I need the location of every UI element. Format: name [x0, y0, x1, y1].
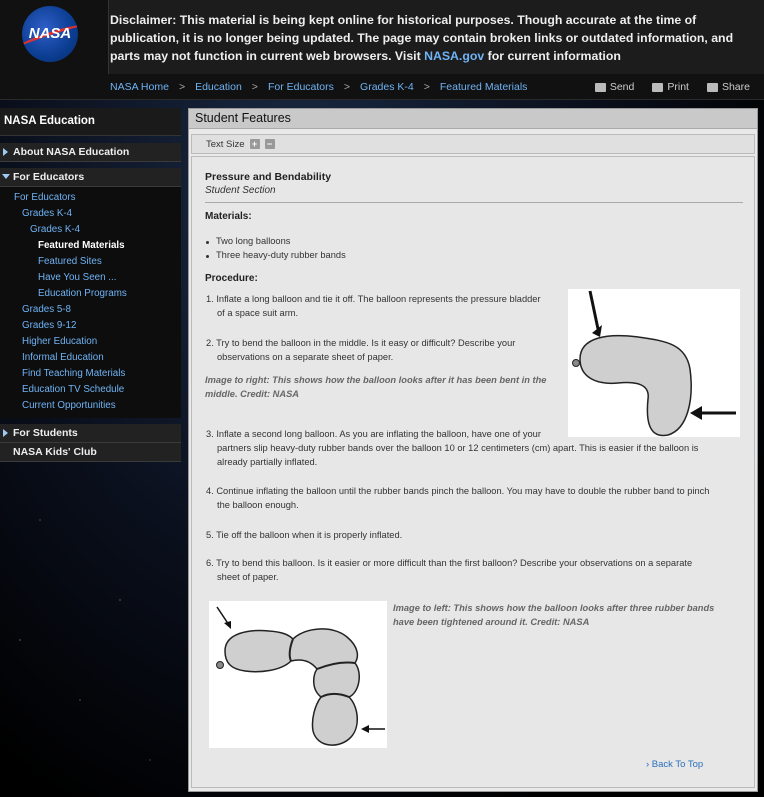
triangle-down-icon [2, 174, 10, 179]
breadcrumb [110, 81, 527, 93]
article-content [191, 156, 755, 788]
sidebar-item-current-opportunities[interactable]: Current Opportunities [22, 400, 116, 411]
step-3-line-2: partners slip heavy-duty rubber bands over the balloon 10 or 12 centimeters (cm) apart. This is easier if the balloon is [217, 443, 699, 453]
sidebar-item-for-educators[interactable]: For Educators [14, 192, 76, 203]
breadcrumb-separator: > [251, 81, 258, 93]
sidebar-item-education-programs[interactable]: Education Programs [38, 288, 127, 299]
sidebar-section-about[interactable] [0, 143, 181, 162]
top-header [0, 0, 764, 74]
sidebar-section-kids-club[interactable] [0, 443, 181, 462]
procedure-heading: Procedure: [205, 273, 258, 284]
caption-2-line-2: have been tightened around it. Credit: NASA [393, 617, 590, 627]
article-title: Pressure and Bendability [205, 171, 332, 183]
share-icon [707, 83, 718, 92]
step-3-line-1: 3. Inflate a second long balloon. As you are inflating the balloon, have one of your [206, 429, 541, 439]
step-2-line-1: 2. Try to bend the balloon in the middle. Is it easy or difficult? Describe your [206, 338, 516, 348]
sidebar-item-grades-k4[interactable]: Grades K-4 [22, 208, 73, 219]
step-4-line-2: the balloon enough. [217, 500, 299, 510]
sidebar-section-label: About NASA Education [13, 146, 130, 158]
sidebar-item-featured-sites[interactable]: Featured Sites [38, 256, 102, 267]
text-size-decrease-button[interactable]: − [265, 139, 275, 149]
sidebar [0, 108, 181, 462]
sidebar-item-grades-9-12[interactable]: Grades 9-12 [22, 320, 77, 331]
step-6-line-1: 6. Try to bend this balloon. Is it easier or more difficult than the first balloon? Describe your observations on a separate [206, 558, 693, 568]
materials-item: Two long balloons [216, 236, 291, 246]
text-size-bar [191, 134, 755, 154]
materials-item: Three heavy-duty rubber bands [216, 250, 346, 260]
sidebar-section-for-educators[interactable] [0, 168, 181, 187]
share-label: Share [721, 81, 750, 93]
materials-heading: Materials: [205, 211, 252, 222]
sidebar-section-label: For Students [13, 427, 78, 439]
step-6-line-2: sheet of paper. [217, 572, 279, 582]
sidebar-item-informal-education[interactable]: Informal Education [22, 352, 104, 363]
bent-balloon-image [568, 289, 740, 437]
sidebar-item-higher-education[interactable]: Higher Education [22, 336, 98, 347]
banded-balloon-image [209, 601, 387, 748]
send-icon [595, 83, 606, 92]
sidebar-item-featured-materials[interactable]: Featured Materials [38, 240, 125, 251]
breadcrumb-bar [0, 74, 764, 100]
triangle-right-icon [3, 148, 8, 156]
disclaimer [110, 11, 758, 65]
sidebar-list [0, 187, 181, 418]
step-3-line-3: already partially inflated. [217, 457, 318, 467]
print-button[interactable] [652, 81, 689, 93]
breadcrumb-separator: > [343, 81, 351, 93]
page-actions [595, 81, 750, 93]
nasa-logo[interactable] [22, 6, 78, 62]
breadcrumb-featured-materials[interactable]: Featured Materials [439, 81, 528, 93]
breadcrumb-for-educators[interactable]: For Educators [267, 81, 334, 93]
sidebar-item-have-you-seen[interactable]: Have You Seen ... [38, 272, 117, 283]
breadcrumb-education[interactable]: Education [195, 81, 242, 93]
divider [205, 202, 743, 203]
banded-balloon-drawing [209, 601, 387, 748]
logo-text: NASA [28, 25, 72, 42]
nasa-gov-link[interactable]: NASA.gov [424, 49, 485, 63]
sidebar-title[interactable]: NASA Education [0, 108, 181, 136]
disclaimer-text: Disclaimer: This material is being kept online for historical purposes. Though accurate at the time of publication, it is no longer being updated. The page may contain broken links or outdated information, and parts may not function in current web browsers. Visit [110, 13, 734, 63]
breadcrumb-grades-k4[interactable]: Grades K-4 [360, 81, 414, 93]
send-button[interactable] [595, 81, 635, 93]
step-2-line-2: observations on a separate sheet of paper. [217, 352, 394, 362]
article-subtitle: Student Section [205, 185, 276, 196]
print-label: Print [667, 81, 689, 93]
caption-1-line-2: middle. Credit: NASA [205, 389, 300, 399]
sidebar-item-grades-k4-sub[interactable]: Grades K-4 [30, 224, 81, 235]
send-label: Send [609, 81, 635, 93]
step-1-line-1: 1. Inflate a long balloon and tie it off. The balloon represents the pressure bladder [206, 294, 541, 304]
breadcrumb-nasa-home[interactable]: NASA Home [110, 81, 169, 93]
share-button[interactable] [707, 81, 750, 93]
disclaimer-tail: for current information [484, 49, 621, 63]
triangle-right-icon [3, 429, 8, 437]
logo-container[interactable] [0, 0, 109, 74]
print-icon [652, 83, 663, 92]
sidebar-section-label: NASA Kids' Club [13, 446, 97, 458]
sidebar-section-label: For Educators [13, 171, 85, 183]
sidebar-section-for-students[interactable] [0, 424, 181, 443]
breadcrumb-separator: > [423, 81, 430, 93]
text-size-increase-button[interactable]: + [250, 139, 260, 149]
bent-balloon-drawing [568, 289, 740, 437]
panel-title: Student Features [189, 109, 757, 129]
sidebar-item-grades-5-8[interactable]: Grades 5-8 [22, 304, 72, 315]
back-to-top-link[interactable]: › Back To Top [646, 759, 704, 770]
sidebar-item-education-tv-schedule[interactable]: Education TV Schedule [22, 384, 125, 395]
step-5: 5. Tie off the balloon when it is properly inflated. [206, 530, 403, 540]
step-4-line-1: 4. Continue inflating the balloon until the rubber bands pinch the balloon. You may have to double the rubber band to pinch [206, 486, 710, 496]
text-size-label: Text Size [206, 138, 245, 150]
step-1-line-2: of a space suit arm. [217, 308, 299, 318]
caption-1-line-1: Image to right: This shows how the balloon looks after it has been bent in the [205, 375, 547, 385]
caption-2-line-1: Image to left: This shows how the balloon looks after three rubber bands [393, 603, 715, 613]
sidebar-item-find-teaching-materials[interactable]: Find Teaching Materials [22, 368, 126, 379]
breadcrumb-separator: > [178, 81, 186, 93]
main-panel [188, 108, 758, 792]
